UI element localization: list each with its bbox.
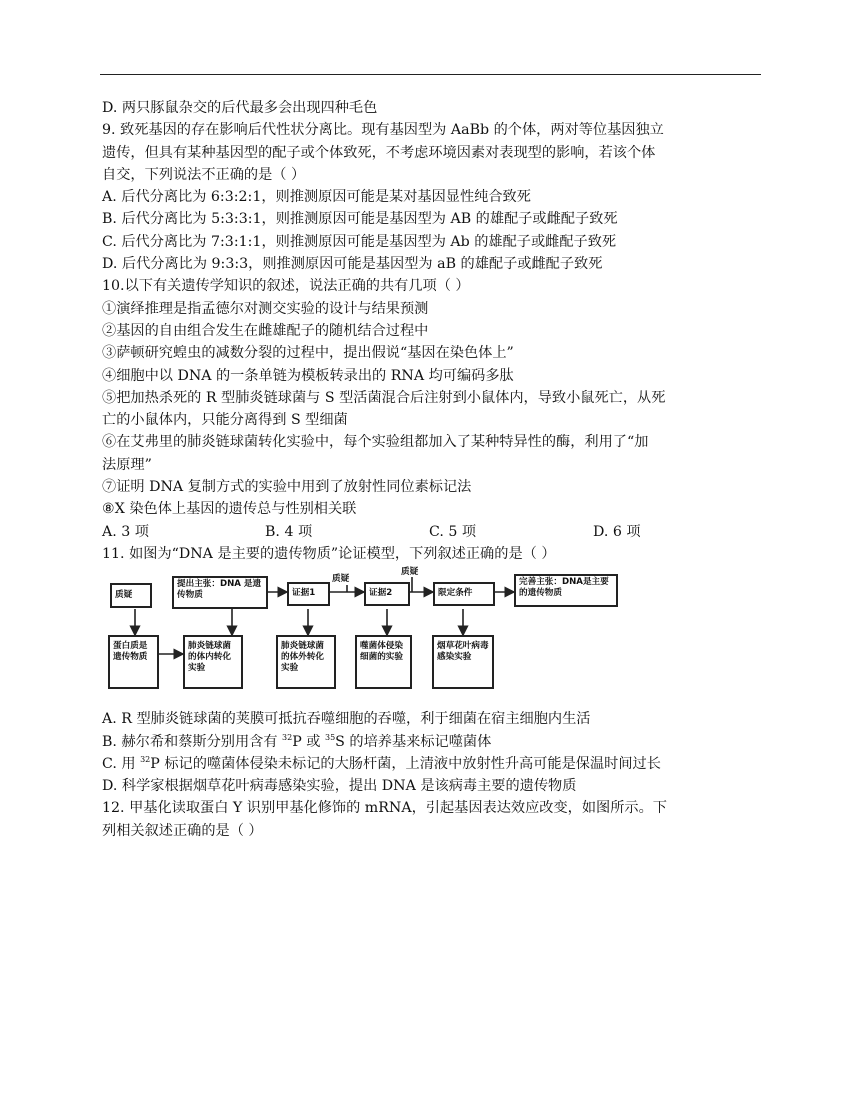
header-rule <box>100 74 761 75</box>
q9-stem-line1: 9. 致死基因的存在影响后代性状分离比。现有基因型为 AaBb 的个体，两对等位基因独立 <box>102 122 664 139</box>
q10-option-c: C. 5 项 <box>429 523 477 540</box>
q10-statement-6-line2: 法原理” <box>102 456 152 473</box>
evidence1-box: 证据1 <box>287 582 330 606</box>
exam-content <box>102 97 762 842</box>
evidence2-box: 证据2 <box>364 582 410 606</box>
doubt-label-2: 质疑 <box>401 567 419 578</box>
q10-statement-2: ②基因的自由组合发生在雌雄配子的随机结合过程中 <box>102 322 429 339</box>
q9-stem-line3: 自交，下列说法不正确的是（ ） <box>102 166 306 183</box>
q10-option-b: B. 4 项 <box>265 523 313 540</box>
q9-stem-line2: 遗传，但具有某种基因型的配子或个体致死，不考虑环境因素对表现型的影响，若该个体 <box>102 144 656 161</box>
q10-stem: 10.以下有关遗传学知识的叙述，说法正确的共有几项（ ） <box>102 278 470 295</box>
claim-box: 提出主张：DNA 是遗传物质 <box>172 576 268 609</box>
q10-statement-6-line1: ⑥在艾弗里的肺炎链球菌转化实验中，每个实验组都加入了某种特异性的酶，利用了“加 <box>102 434 649 451</box>
q10-option-d: D. 6 项 <box>593 523 641 540</box>
q11-option-a: A. R 型肺炎链球菌的荚膜可抵抗吞噬细胞的吞噬，利于细菌在宿主细胞内生活 <box>102 711 591 728</box>
in-vivo-box: 肺炎链球菌的体内转化实验 <box>183 635 243 689</box>
q12-stem-line2: 列相关叙述正确的是（ ） <box>102 822 263 839</box>
q9-option-c: C. 后代分离比为 7:3:1:1，则推测原因可能是基因型为 Ab 的雄配子或雌配子致死 <box>102 233 617 250</box>
q11-option-b: B. 赫尔希和蔡斯分别用含有 $^{32}$P 或 $^{35}$S 的培养基来标记噬菌体 <box>102 732 492 750</box>
q11-option-c: C. 用 $^{32}$P 标记的噬菌体侵染未标记的大肠杆菌，上清液中放射性升高可能是保温时间过长 <box>102 754 661 772</box>
tmv-box: 烟草花叶病毒感染实验 <box>432 635 494 689</box>
q9-option-d: D. 后代分离比为 9:3:3，则推测原因可能是基因型为 aB 的雄配子或雌配子致死 <box>102 256 603 273</box>
limit-condition-box: 限定条件 <box>433 582 495 606</box>
q10-statement-1: ①演绎推理是指孟德尔对测交实验的设计与结果预测 <box>102 300 429 317</box>
doubt-label-1: 质疑 <box>332 574 350 585</box>
q9-option-b: B. 后代分离比为 5:3:3:1，则推测原因可能是基因型为 AB 的雄配子或雌配子致死 <box>102 211 618 228</box>
q10-statement-5-line2: 亡的小鼠体内，只能分离得到 S 型细菌 <box>102 412 348 429</box>
q10-statement-7: ⑦证明 DNA 复制方式的实验中用到了放射性同位素标记法 <box>102 479 472 496</box>
argument-model-diagram <box>102 567 762 704</box>
q10-options <box>102 521 762 543</box>
q10-statement-8: ⑧X 染色体上基因的遗传总与性别相关联 <box>102 501 357 518</box>
q8-option-d: D. 两只豚鼠杂交的后代最多会出现四种毛色 <box>102 100 378 116</box>
q10-statement-5-line1: ⑤把加热杀死的 R 型肺炎链球菌与 S 型活菌混合后注射到小鼠体内，导致小鼠死亡，从死 <box>102 389 666 406</box>
q10-statement-4: ④细胞中以 DNA 的一条单链为模板转录出的 RNA 均可编码多肽 <box>102 367 514 384</box>
doubt-box: 质疑 <box>110 583 152 608</box>
q12-stem-line1: 12. 甲基化读取蛋白 Y 识别甲基化修饰的 mRNA，引起基因表达效应改变，如图所示。下 <box>102 800 667 817</box>
q9-option-a: A. 后代分离比为 6:3:2:1，则推测原因可能是某对基因显性纯合致死 <box>102 189 531 206</box>
in-vitro-box: 肺炎链球菌的体外转化实验 <box>276 635 336 689</box>
q11-option-d: D. 科学家根据烟草花叶病毒感染实验，提出 DNA 是该病毒主要的遗传物质 <box>102 778 577 795</box>
q10-statement-3: ③萨顿研究蝗虫的减数分裂的过程中，提出假说“基因在染色体上” <box>102 345 514 362</box>
final-claim-box: 完善主张：DNA是主要的遗传物质 <box>514 574 618 607</box>
q11-stem: 11. 如图为“DNA 是主要的遗传物质”论证模型，下列叙述正确的是（ ） <box>102 545 556 562</box>
phage-box: 噬菌体侵染细菌的实验 <box>355 635 412 689</box>
q10-option-a: A. 3 项 <box>102 523 149 540</box>
protein-box: 蛋白质是遗传物质 <box>108 635 159 689</box>
